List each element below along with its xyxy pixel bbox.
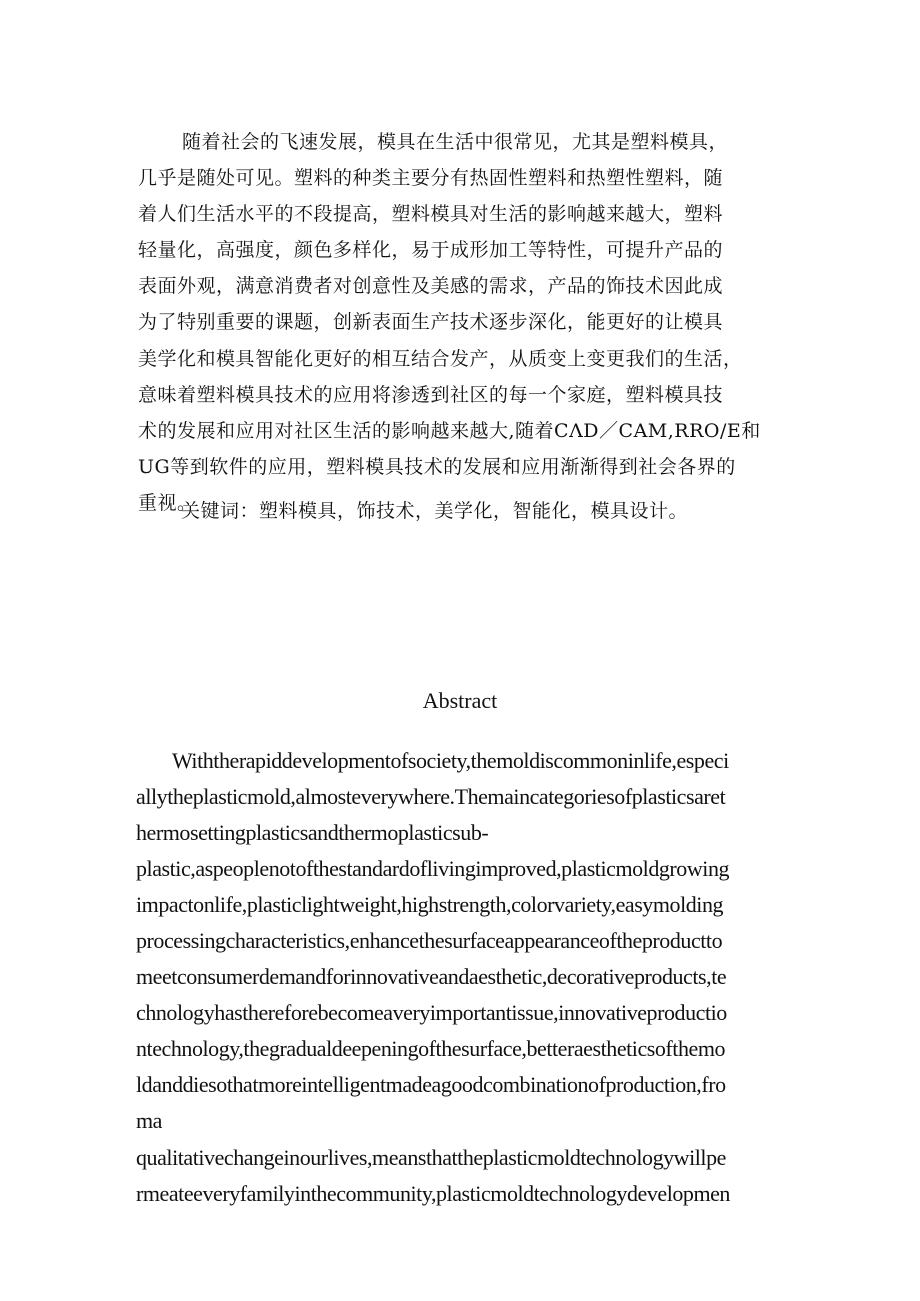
chinese-abstract-line: 着人们生活水平的不段提高，塑料模具对生活的影响越来越大，塑料 [138,203,724,226]
english-abstract-line: meetconsumerdemandforinnovativeandaesthetic,decorativeproducts,te [136,964,727,989]
english-abstract-line: allytheplasticmold,almosteverywhere.Themaincategoriesofplasticsaret [136,784,726,809]
chinese-keywords: 关键词：塑料模具，饰技术，美学化，智能化，模具设计。 [181,500,689,522]
english-abstract-line: impactonlife,plasticlightweight,highstrength,colorvariety,easymolding [136,892,724,917]
english-abstract-line: ldanddiesothatmoreintelligentmadeagoodcombinationofproduction,fro [136,1072,726,1097]
chinese-abstract-line: 意味着塑料模具技术的应用将渗透到社区的每一个家庭，塑料模具技 [138,383,724,406]
chinese-abstract-line: UG等到软件的应用，塑料模具技术的发展和应用渐渐得到社会各界的 [138,455,736,478]
chinese-abstract-line: 术的发展和应用对社区生活的影响越来越大,随着CΛD／CAM,RRO/E和 [138,419,761,442]
english-abstract-line: rmeateeveryfamilyinthecommunity,plasticmoldtechnologydevelopmen [136,1181,730,1206]
abstract-heading: Abstract [422,688,498,713]
english-abstract-line: ma [136,1108,162,1133]
english-abstract-line: processingcharacteristics,enhancethesurfaceappearanceoftheproductto [136,928,723,953]
english-abstract-line: qualitativechangeinourlives,meansthattheplasticmoldtechnologywillpe [136,1145,726,1170]
chinese-abstract-line: 随着社会的飞速发展，模具在生活中很常见，尤其是塑料模具， [182,131,729,153]
english-abstract-line: plastic,aspeoplenotofthestandardoflivingimproved,plasticmoldgrowing [136,856,730,881]
chinese-abstract-line: 美学化和模具智能化更好的相互结合发产，从质变上变更我们的生活， [138,347,743,370]
english-abstract-line: chnologyhasthereforebecomeaveryimportantissue,innovativeproductio [136,1000,727,1025]
chinese-abstract-line: 表面外观，满意消费者对创意性及美感的需求，产品的饰技术因此成 [138,275,724,298]
chinese-abstract-line: 为了特别重要的课题，创新表面生产技术逐步深化，能更好的让模具 [138,311,724,334]
english-abstract-line: Withtherapiddevelopmentofsociety,themoldiscommoninlife,especi [172,748,729,773]
english-abstract-line: ntechnology,thegradualdeepeningofthesurface,betteraestheticsofthemo [136,1036,726,1061]
chinese-abstract-line: 几乎是随处可见。塑料的种类主要分有热固性塑料和热塑性塑料，随 [138,167,724,190]
chinese-abstract-line: 重视。 [138,491,197,514]
english-abstract-line: hermosettingplasticsandthermoplasticsub- [136,820,489,845]
chinese-abstract-line: 轻量化，高强度，颜色多样化，易于成形加工等特性，可提升产品的 [138,239,724,262]
chinese-abstract-paragraph [138,124,788,521]
